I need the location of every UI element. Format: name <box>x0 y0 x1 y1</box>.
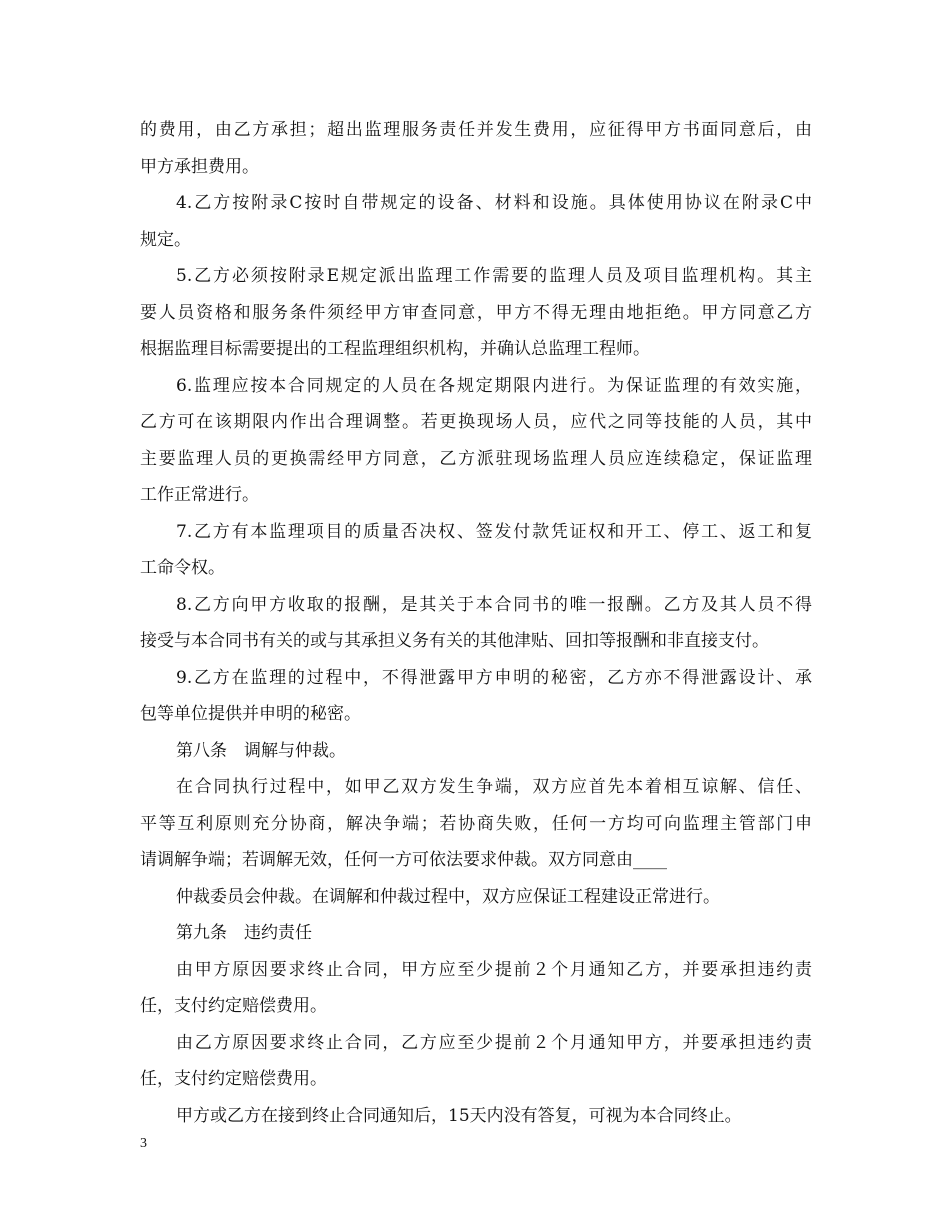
paragraph-line: 4.乙方按附录C按时自带规定的设备、材料和设施。具体使用协议在附录C中 <box>176 193 812 213</box>
paragraph-line: 7.乙方有本监理项目的质量否决权、签发付款凭证权和开工、停工、返工和复 <box>176 521 812 542</box>
paragraph-line: 请调解争端；若调解无效，任何一方可依法要求仲裁。双方同意由____ <box>140 850 667 870</box>
paragraph-line: 由乙方原因要求终止合同，乙方应至少提前２个月通知甲方，并要承担违约责 <box>176 1032 812 1053</box>
page-number: 3 <box>140 1136 147 1151</box>
paragraph-line: 甲方承担费用。 <box>140 156 259 177</box>
paragraph-line: 5.乙方必须按附录E规定派出监理工作需要的监理人员及项目监理机构。其主 <box>176 266 812 286</box>
paragraph-line: 主要监理人员的更换需经甲方同意，乙方派驻现场监理人员应连续稳定，保证监理 <box>140 448 812 469</box>
paragraph-line: 工命令权。 <box>140 558 225 578</box>
paragraph-line: 由甲方原因要求终止合同，甲方应至少提前２个月通知乙方，并要承担违约责 <box>176 959 812 980</box>
paragraph-line: 任，支付约定赔偿费用。 <box>140 1069 327 1089</box>
paragraph-line: 根据监理目标需要提出的工程监理组织机构，并确认总监理工程师。 <box>140 339 650 359</box>
paragraph-line: 在合同执行过程中，如甲乙双方发生争端，双方应首先本着相互谅解、信任、 <box>176 777 812 797</box>
paragraph-line: 9.乙方在监理的过程中，不得泄露甲方申明的秘密，乙方亦不得泄露设计、承 <box>176 667 812 688</box>
paragraph-line: 工作正常进行。 <box>140 485 259 505</box>
paragraph-line: 规定。 <box>140 229 191 250</box>
paragraph-line: 仲裁委员会仲裁。在调解和仲裁过程中，双方应保证工程建设正常进行。 <box>176 886 720 907</box>
paragraph-line: 接受与本合同书有关的或与其承担义务有关的其他津贴、回扣等报酬和非直接支付。 <box>140 631 769 651</box>
paragraph-line: 要人员资格和服务条件须经甲方审查同意，甲方不得无理由地拒绝。甲方同意乙方 <box>140 302 812 323</box>
paragraph-line: 的费用，由乙方承担；超出监理服务责任并发生费用，应征得甲方书面同意后，由 <box>140 120 812 140</box>
section-heading: 第九条 违约责任 <box>176 923 312 943</box>
paragraph-line: 平等互利原则充分协商，解决争端；若协商失败，任何一方均可向监理主管部门申 <box>140 813 812 834</box>
paragraph-line: 6.监理应按本合同规定的人员在各规定期限内进行。为保证监理的有效实施， <box>176 375 812 396</box>
section-heading: 第八条 调解与仲裁。 <box>176 740 346 761</box>
paragraph-line: 8.乙方向甲方收取的报酬，是其关于本合同书的唯一报酬。乙方及其人员不得 <box>176 594 812 615</box>
paragraph-line: 乙方可在该期限内作出合理调整。若更换现场人员，应代之同等技能的人员，其中 <box>140 412 812 432</box>
paragraph-line: 任，支付约定赔偿费用。 <box>140 996 327 1016</box>
document-body <box>140 112 812 1134</box>
paragraph-line: 甲方或乙方在接到终止合同通知后，15天内没有答复，可视为本合同终止。 <box>176 1105 742 1126</box>
paragraph-line: 包等单位提供并申明的秘密。 <box>140 704 361 724</box>
